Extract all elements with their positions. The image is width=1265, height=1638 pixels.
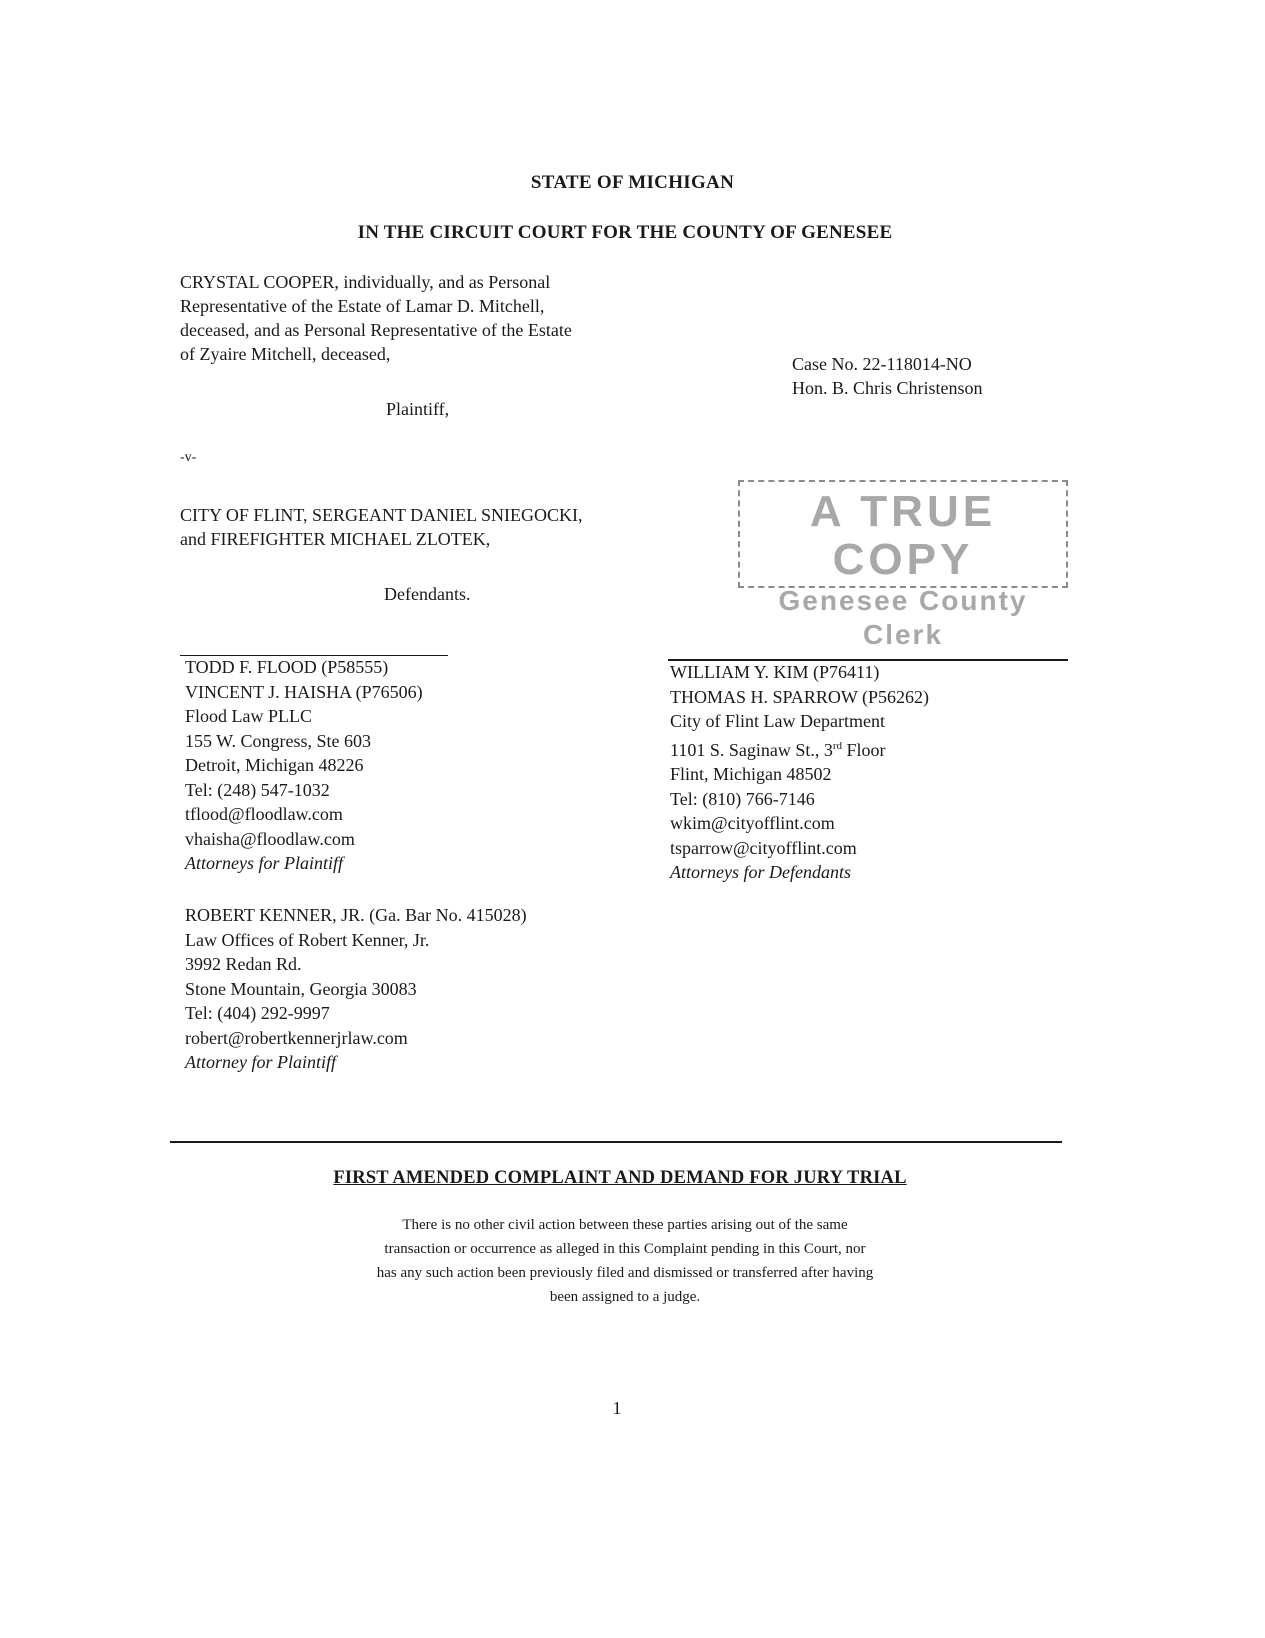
counsel-line: Law Offices of Robert Kenner, Jr.: [185, 929, 430, 950]
kenner-counsel-block: [185, 903, 645, 1075]
counsel-line: THOMAS H. SPARROW (P56262): [670, 686, 930, 707]
counsel-email: tsparrow@cityofflint.com: [670, 837, 857, 858]
court-title: IN THE CIRCUIT COURT FOR THE COUNTY OF GENESEE: [357, 222, 893, 243]
address-floor: Floor: [842, 739, 886, 760]
counsel-line: Detroit, Michigan 48226: [185, 755, 364, 775]
address-street: 1101 S. Saginaw St., 3: [670, 739, 833, 760]
counsel-role: Attorneys for Plaintiff: [185, 853, 343, 873]
counsel-role: Attorneys for Defendants: [670, 862, 851, 882]
plaintiff-counsel-block: [185, 655, 625, 876]
counsel-line: VINCENT J. HAISHA (P76506): [185, 681, 423, 702]
counsel-line: Tel: (404) 292-9997: [185, 1003, 330, 1023]
defendant-line: CITY OF FLINT, SERGEANT DANIEL SNIEGOCKI,: [180, 505, 583, 525]
true-copy-stamp: [738, 480, 1068, 650]
stamp-line-2: Genesee County Clerk: [778, 585, 1028, 650]
defendant-name-block: [180, 503, 720, 551]
counsel-line: City of Flint Law Department: [670, 711, 885, 731]
notice-line: been assigned to a judge.: [549, 1289, 701, 1305]
counsel-line: 155 W. Congress, Ste 603: [185, 730, 372, 751]
notice-line: transaction or occurrence as alleged in this Complaint pending in this Court, nor: [384, 1241, 866, 1257]
counsel-line: 3992 Redan Rd.: [185, 954, 302, 974]
stamp-line-1: A TRUE COPY: [809, 487, 997, 584]
counsel-line: Flood Law PLLC: [185, 706, 313, 726]
counsel-line: Tel: (248) 547-1032: [185, 779, 330, 800]
counsel-email: tflood@floodlaw.com: [185, 804, 343, 824]
defendant-line: and FIREFIGHTER MICHAEL ZLOTEK,: [180, 529, 491, 549]
plaintiff-line: Representative of the Estate of Lamar D. Mitchell,: [180, 296, 545, 316]
plaintiff-line: of Zyaire Mitchell, deceased,: [180, 344, 391, 364]
no-other-action-notice: [300, 1213, 950, 1309]
plaintiff-line: CRYSTAL COOPER, individually, and as Personal: [180, 272, 551, 292]
judge-name: Hon. B. Chris Christenson: [792, 378, 983, 398]
counsel-email: vhaisha@floodlaw.com: [185, 828, 355, 849]
divider-bottom: [170, 1141, 1062, 1143]
counsel-line: Flint, Michigan 48502: [670, 764, 832, 784]
case-info: [792, 352, 983, 400]
counsel-line: Stone Mountain, Georgia 30083: [185, 978, 417, 999]
counsel-line: WILLIAM Y. KIM (P76411): [670, 662, 880, 682]
notice-line: There is no other civil action between these parties arising out of the same: [402, 1217, 848, 1233]
address-ordinal: rd: [832, 739, 843, 752]
counsel-line: Tel: (810) 766-7146: [670, 788, 815, 809]
counsel-role: Attorney for Plaintiff: [185, 1052, 336, 1072]
plaintiff-label: Plaintiff,: [386, 399, 450, 419]
counsel-email: wkim@cityofflint.com: [670, 813, 835, 833]
counsel-email: robert@robertkennerjrlaw.com: [185, 1027, 408, 1048]
counsel-line: TODD F. FLOOD (P58555): [185, 657, 389, 677]
plaintiff-line: deceased, and as Personal Representative of the Estate: [180, 320, 572, 340]
page-number: 1: [612, 1398, 622, 1418]
defendant-label: Defendants.: [384, 584, 471, 604]
case-number: Case No. 22-118014-NO: [792, 354, 972, 374]
state-title: STATE OF MICHIGAN: [530, 172, 735, 193]
counsel-line: ROBERT KENNER, JR. (Ga. Bar No. 415028): [185, 905, 527, 925]
counsel-address: [670, 734, 1090, 763]
document-title: FIRST AMENDED COMPLAINT AND DEMAND FOR JURY TRIAL: [333, 1168, 907, 1188]
notice-line: has any such action been previously filed and dismissed or transferred after having: [376, 1265, 874, 1281]
defendant-counsel-block: [670, 660, 1090, 885]
versus-marker: -v-: [180, 450, 197, 465]
plaintiff-name-block: [180, 270, 660, 366]
